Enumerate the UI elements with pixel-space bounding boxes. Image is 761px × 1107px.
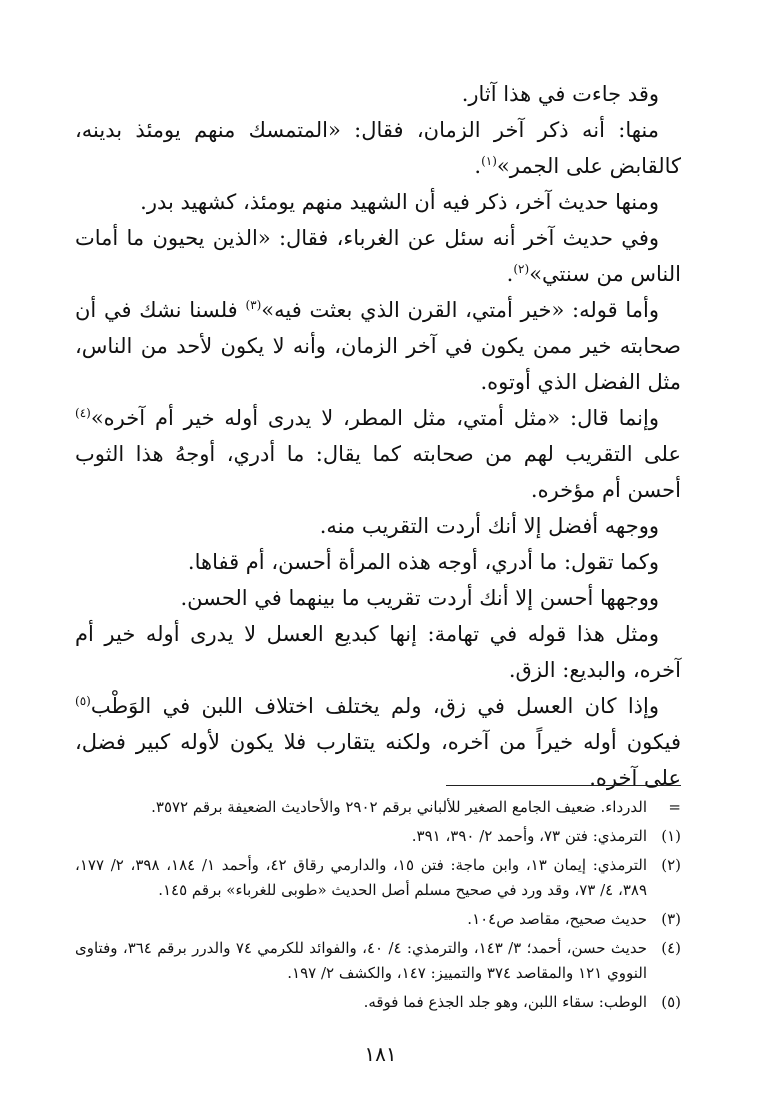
footnote-text: الوطب: سقاء اللبن، وهو جلد الجذع فما فوقه. [363, 993, 647, 1011]
footnote-mark: = [668, 798, 681, 816]
footnote [75, 824, 681, 849]
paragraph: ومثل هذا قوله في تهامة: إنها كبديع العسل لا يدرى أوله خير أم آخره، والبديع: الزق. [75, 622, 681, 682]
paragraph: وإنما قال: «مثل أمتي، مثل المطر، لا يدرى أوله خير أم آخره»$^{(٤)}$ على التقريب لهم من صحابته كما يقال: ما أدري، أوجهُ هذا الثوب أحسن أم مؤخره. [75, 406, 681, 502]
paragraph: ووجهها أحسن إلا أنك أردت تقريب ما بينهما في الحسن. [180, 586, 659, 610]
footnote [75, 990, 681, 1015]
page-number: ١٨١ [364, 1042, 397, 1066]
footnote-mark: (٤) [661, 939, 681, 957]
main-text [75, 76, 681, 796]
footnote-ref: (٣) [245, 298, 262, 312]
paragraph: وإذا كان العسل في زق، ولم يختلف اختلاف اللبن في الوَطْب$^{(٥)}$ فيكون أوله خيراً من آخره، ولكنه يتقارب فلا يكون لأوله كبير فضل، على آخره. [75, 694, 681, 790]
footnotes [75, 795, 681, 1019]
footnote-mark: (٥) [661, 993, 681, 1011]
footnote-mark: (٣) [661, 910, 681, 928]
paragraph: وفي حديث آخر أنه سئل عن الغرباء، فقال: «الذين يحيون ما أمات الناس من سنتي»$^{(٢)}$. [75, 226, 681, 286]
footnote [75, 853, 681, 903]
paragraph: وقد جاءت في هذا آثار. [461, 82, 659, 106]
footnote-ref: (٤) [75, 406, 91, 420]
footnote-ref: (٢) [513, 262, 530, 276]
footnote [75, 936, 681, 986]
paragraph: وكما تقول: ما أدري، أوجه هذه المرأة أحسن، أم قفاها. [187, 550, 659, 574]
footnote-divider [446, 785, 681, 786]
footnote [75, 907, 681, 932]
footnote-ref: (٥) [75, 694, 91, 708]
footnote [75, 795, 681, 820]
footnote-ref: (١) [481, 154, 497, 168]
footnote-text: الترمذي: إيمان ١٣، وابن ماجة: فتن ١٥، والدارمي رقاق ٤٢، وأحمد ١/ ١٨٤، ٣٩٨، ٢/ ١٧٧، ٣٨٩، ٤/ ٧٣، وقد ورد في صحيح مسلم أصل الحديث «طوبى للغرباء» برقم ١٤٥. [75, 856, 647, 899]
footnote-text: الدرداء. ضعيف الجامع الصغير للألباني برقم ٢٩٠٢ والأحاديث الضعيفة برقم ٣٥٧٢. [151, 798, 647, 816]
paragraph: وأما قوله: «خير أمتي، القرن الذي بعثت فيه»$^{(٣)}$ فلسنا نشك في أن صحابته خير ممن يكون في آخر الزمان، وأنه لا يكون لأحد من الناس، مثل الفضل الذي أوتوه. [75, 298, 681, 394]
footnote-text: الترمذي: فتن ٧٣، وأحمد ٢/ ٣٩٠، ٣٩١. [411, 827, 647, 845]
footnote-text: حديث صحيح، مقاصد ص١٠٤. [467, 910, 647, 928]
paragraph: ومنها حديث آخر، ذكر فيه أن الشهيد منهم يومئذ، كشهيد بدر. [140, 190, 659, 214]
footnote-mark: (٢) [661, 856, 681, 874]
footnote-mark: (١) [661, 827, 681, 845]
footnote-text: حديث حسن، أحمد؛ ٣/ ١٤٣، والترمذي: ٤/ ٤٠، والفوائد للكرمي ٧٤ والدرر برقم ٣٦٤، وفتاوى النووي ١٢١ والمقاصد ٣٧٤ والتمييز: ١٤٧، والكشف ٢/ ١٩٧. [75, 939, 647, 982]
paragraph: منها: أنه ذكر آخر الزمان، فقال: «المتمسك منهم يومئذ بدينه، كالقابض على الجمر»$^{(١)}$. [75, 118, 681, 178]
paragraph: ووجهه أفضل إلا أنك أردت التقريب منه. [319, 514, 659, 538]
